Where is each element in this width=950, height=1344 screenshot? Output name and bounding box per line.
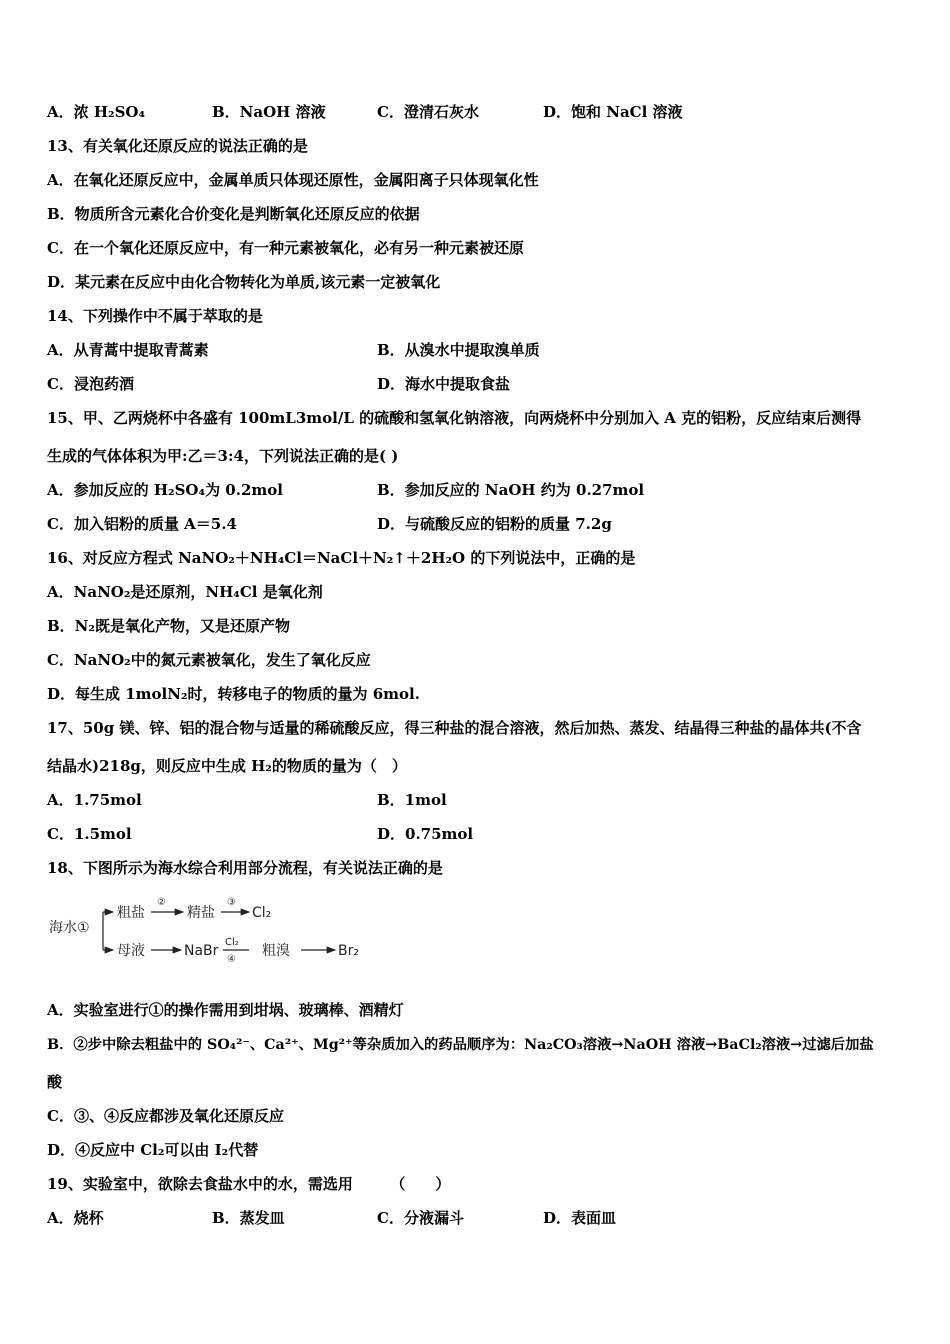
q14-option-d: D．海水中提取食盐 bbox=[377, 375, 511, 393]
q13-option-a: A．在氧化还原反应中，金属单质只体现还原性，金属阳离子只体现氧化性 bbox=[47, 171, 539, 189]
q17-stem-line2: 结晶水)218g，则反应中生成 H₂的物质的量为（ ） bbox=[47, 757, 407, 775]
diagram-crude-salt: 粗盐 bbox=[117, 905, 145, 921]
q18-option-d: D．④反应中 Cl₂可以由 I₂代替 bbox=[47, 1141, 259, 1159]
q19-option-b: B．蒸发皿 bbox=[212, 1209, 285, 1227]
q13-option-c: C．在一个氧化还原反应中，有一种元素被氧化，必有另一种元素被还原 bbox=[47, 239, 524, 257]
q19-option-d: D．表面皿 bbox=[543, 1209, 617, 1227]
q16-stem: 16、对反应方程式 NaNO₂＋NH₄Cl＝NaCl＋N₂↑＋2H₂O 的下列说法中，正确的是 bbox=[47, 549, 636, 567]
q12-option-d: D．饱和 NaCl 溶液 bbox=[543, 103, 683, 121]
q19-option-c: C．分液漏斗 bbox=[377, 1209, 464, 1227]
q19-option-a: A．烧杯 bbox=[47, 1209, 104, 1227]
q18-option-b-line1: B．②步中除去粗盐中的 SO₄²⁻、Ca²⁺、Mg²⁺等杂质加入的药品顺序为：Na₂CO₃溶液→NaOH 溶液→BaCl₂溶液→过滤后加盐 bbox=[47, 1037, 874, 1053]
q17-option-d: D．0.75mol bbox=[377, 825, 474, 843]
q18-stem: 18、下图所示为海水综合利用部分流程，有关说法正确的是 bbox=[47, 859, 443, 877]
q15-stem-line1: 15、甲、乙两烧杯中各盛有 100mL3mol/L 的硫酸和氢氧化钠溶液，向两烧杯中分别加入 A 克的铝粉，反应结束后测得 bbox=[47, 409, 862, 427]
q16-option-d: D．每生成 1molN₂时，转移电子的物质的量为 6mol. bbox=[47, 685, 420, 703]
q12-option-b: B．NaOH 溶液 bbox=[212, 103, 326, 121]
diagram-step4: ④ bbox=[227, 954, 236, 965]
q16-option-b: B．N₂既是氧化产物，又是还原产物 bbox=[47, 617, 290, 635]
diagram-crude-bromine: 粗溴 bbox=[262, 943, 290, 959]
diagram-step3: ③ bbox=[227, 897, 236, 908]
q13-option-b: B．物质所含元素化合价变化是判断氧化还原反应的依据 bbox=[47, 205, 420, 223]
diagram-cl2: Cl₂ bbox=[252, 905, 272, 921]
q15-option-a: A．参加反应的 H₂SO₄为 0.2mol bbox=[47, 481, 283, 499]
diagram-cl2-reagent: Cl₂ bbox=[225, 937, 239, 948]
q15-option-d: D．与硫酸反应的铝粉的质量 7.2g bbox=[377, 515, 612, 533]
q14-option-c: C．浸泡药酒 bbox=[47, 375, 134, 393]
q16-option-a: A．NaNO₂是还原剂，NH₄Cl 是氧化剂 bbox=[47, 583, 323, 601]
q19-stem: 19、实验室中，欲除去食盐水中的水，需选用 （ ） bbox=[47, 1175, 451, 1193]
q14-option-b: B．从溴水中提取溴单质 bbox=[377, 341, 540, 359]
q18-option-c: C．③、④反应都涉及氧化还原反应 bbox=[47, 1107, 284, 1125]
q15-option-b: B．参加反应的 NaOH 约为 0.27mol bbox=[377, 481, 645, 499]
seawater-flow-diagram bbox=[47, 888, 367, 968]
q18-option-a: A．实验室进行①的操作需用到坩埚、玻璃棒、酒精灯 bbox=[47, 1001, 404, 1019]
q14-option-a: A．从青蒿中提取青蒿素 bbox=[47, 341, 209, 359]
q12-option-a: A．浓 H₂SO₄ bbox=[47, 103, 146, 121]
diagram-refined-salt: 精盐 bbox=[187, 905, 215, 921]
q12-option-c: C．澄清石灰水 bbox=[377, 103, 479, 121]
q13-stem: 13、有关氧化还原反应的说法正确的是 bbox=[47, 137, 308, 155]
q16-option-c: C．NaNO₂中的氮元素被氧化，发生了氧化反应 bbox=[47, 651, 371, 669]
q15-option-c: C．加入铝粉的质量 A＝5.4 bbox=[47, 515, 237, 533]
diagram-nabr: NaBr bbox=[184, 943, 219, 959]
diagram-br2: Br₂ bbox=[338, 943, 359, 959]
q18-option-b-line2: 酸 bbox=[47, 1073, 63, 1091]
q15-stem-line2: 生成的气体体积为甲:乙＝3:4，下列说法正确的是( ) bbox=[47, 447, 399, 465]
q17-stem-line1: 17、50g 镁、锌、铝的混合物与适量的稀硫酸反应，得三种盐的混合溶液，然后加热、蒸发、结晶得三种盐的晶体共(不含 bbox=[47, 719, 862, 737]
q13-option-d: D．某元素在反应中由化合物转化为单质,该元素一定被氧化 bbox=[47, 273, 441, 291]
diagram-seawater: 海水① bbox=[49, 920, 90, 936]
diagram-step2: ② bbox=[157, 897, 166, 908]
q17-option-a: A．1.75mol bbox=[47, 791, 142, 809]
q14-stem: 14、下列操作中不属于萃取的是 bbox=[47, 307, 263, 325]
diagram-mother-liquor: 母液 bbox=[117, 943, 145, 959]
q17-option-c: C．1.5mol bbox=[47, 825, 132, 843]
q17-option-b: B．1mol bbox=[377, 791, 447, 809]
